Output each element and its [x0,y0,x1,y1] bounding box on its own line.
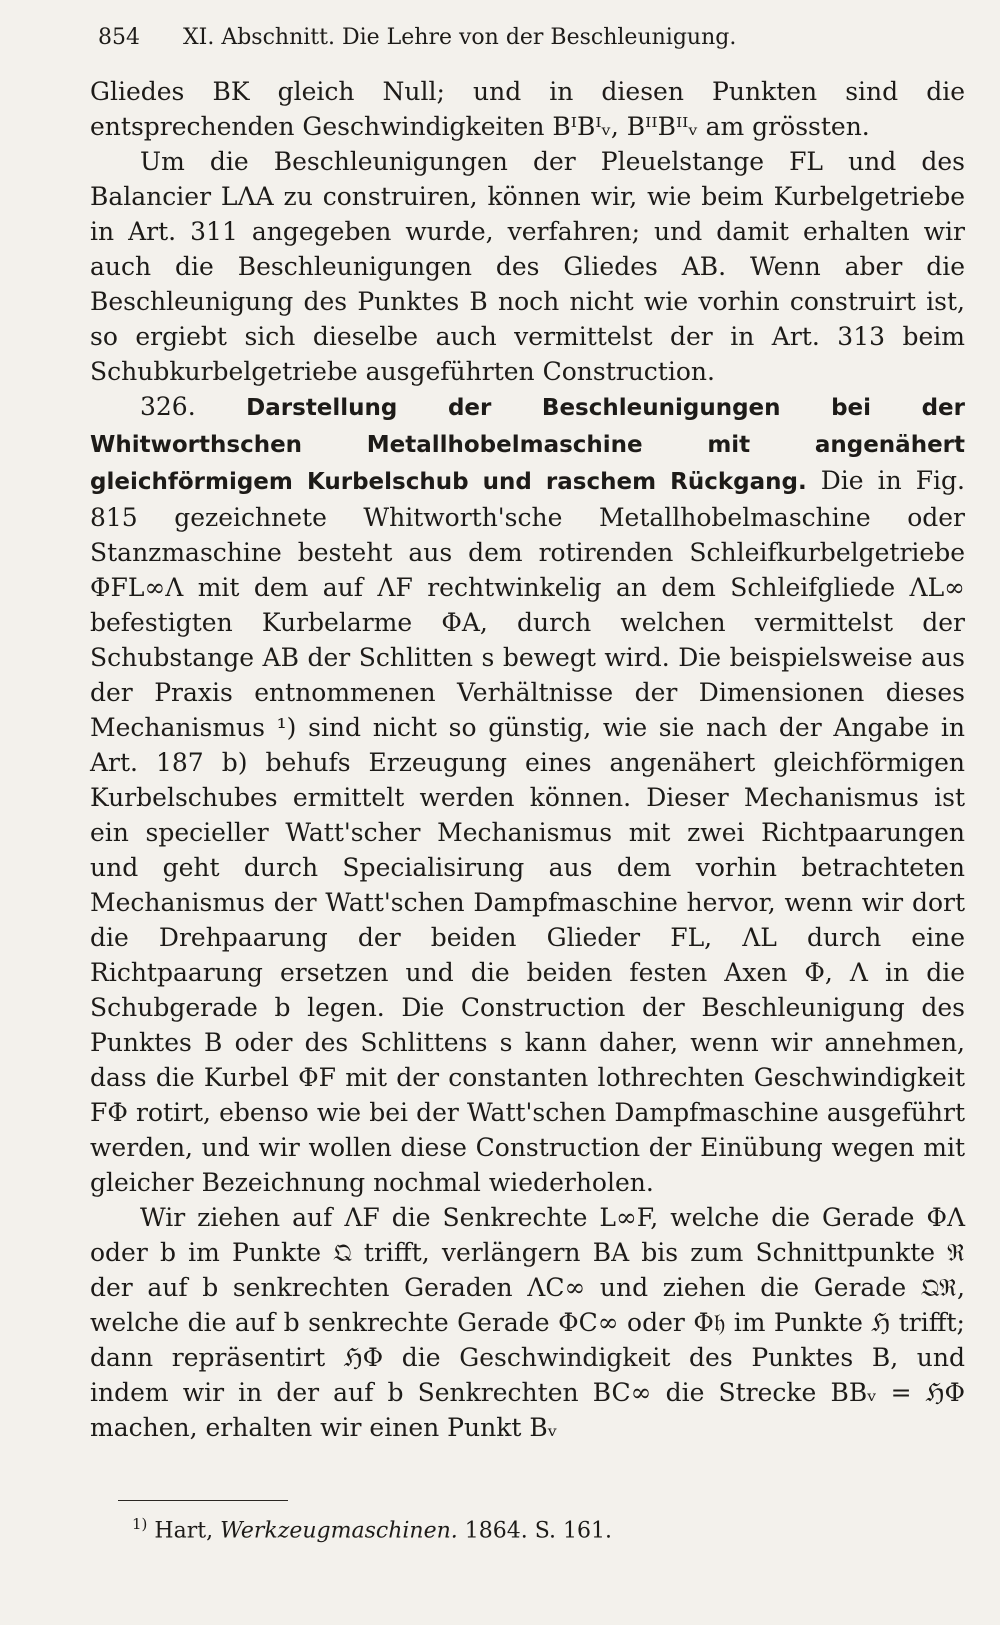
footnote-details: 1864. S. 161. [464,1518,612,1544]
section-326 [90,389,965,1200]
running-head: XI. Abschnitt. Die Lehre von der Beschleunigung. [183,25,737,50]
paragraph-1: Gliedes BK gleich Null; und in diesen Punkten sind die entsprechenden Geschwindigkeiten BᴵBᴵᵥ, BᴵᴵBᴵᴵᵥ am grössten. [90,77,965,141]
footnote-author: Hart, [154,1518,214,1544]
section-number: 326. [140,392,196,421]
paragraph-4: Wir ziehen auf ΛF die Senkrechte L∞F, welche die Gerade ΦΛ oder b im Punkte 𝔔 trifft, verlängern BA bis zum Schnittpunkte ℜ der auf b senkrechten Geraden ΛC∞ und ziehen die Gerade 𝔔ℜ, welche die auf b senkrechte Gerade ΦC∞ oder Φ𝔥 im Punkte ℌ trifft; dann repräsentirt ℌΦ die Geschwindigkeit des Punktes B, und indem wir in der auf b Senkrechten BC∞ die Strecke BBᵥ = ℌΦ machen, erhalten wir einen Punkt Bᵥ [90,1203,965,1442]
body-text [90,74,965,1445]
paragraph-2: Um die Beschleunigungen der Pleuelstange FL und des Balancier LΛA zu construiren, können wir, wie beim Kurbelgetriebe in Art. 311 angegeben wurde, verfahren; und damit erhalten wir auch die Beschleunigungen des Gliedes AB. Wenn aber die Beschleunigung des Punktes B noch nicht wie vorhin construirt ist, so ergiebt sich dieselbe auch vermittelst der in Art. 313 beim Schubkurbelgetriebe ausgeführten Construction. [90,147,965,386]
paragraph-3: Die in Fig. 815 gezeichnete Whitworth'sche Metallhobelmaschine oder Stanzmaschine besteht aus dem rotirenden Schleifkurbelgetriebe ΦFL∞Λ mit dem auf ΛF rechtwinkelig an dem Schleifgliede ΛL∞ befestigten Kurbelarme ΦA, durch welchen vermittelst der Schubstange AB der Schlitten s bewegt wird. Die beispielsweise aus der Praxis entnommenen Verhältnisse der Dimensionen dieses Mechanismus ¹) sind nicht so günstig, wie sie nach der Angabe in Art. 187 b) behufs Erzeugung eines angenähert gleichförmigen Kurbelschubes ermittelt werden können. Dieser Mechanismus ist ein specieller Watt'scher Mechanismus mit zwei Richtpaarungen und geht durch Specialisirung aus dem vorhin betrachteten Mechanismus der Watt'schen Dampfmaschine hervor, wenn wir dort die Drehpaarung der beiden Glieder FL, ΛL durch eine Richtpaarung ersetzen und die beiden festen Axen Φ, Λ in die Schubgerade b legen. Die Construction der Beschleunigung des Punktes B oder des Schlittens s kann daher, wenn wir annehmen, dass die Kurbel ΦF mit der constanten lothrechten Geschwindigkeit FΦ rotirt, ebenso wie bei der Watt'schen Dampfmaschine ausgeführt werden, und wir wollen diese Construction der Einübung wegen mit gleicher Bezeichnung nochmal wiederholen. [90,466,965,1197]
footnote-mark: 1) [132,1515,148,1533]
page-header [98,18,958,58]
footnote-rule [118,1500,288,1501]
footnote [132,1508,952,1547]
footnote-work: Werkzeugmaschinen. [220,1518,458,1544]
page-number: 854 [98,25,140,50]
section-title: Darstellung der Beschleunigungen bei der Whitworthschen Metallhobelmaschine mit angenähert gleichförmigem Kurbelschub und raschem Rückgang. [90,395,965,495]
